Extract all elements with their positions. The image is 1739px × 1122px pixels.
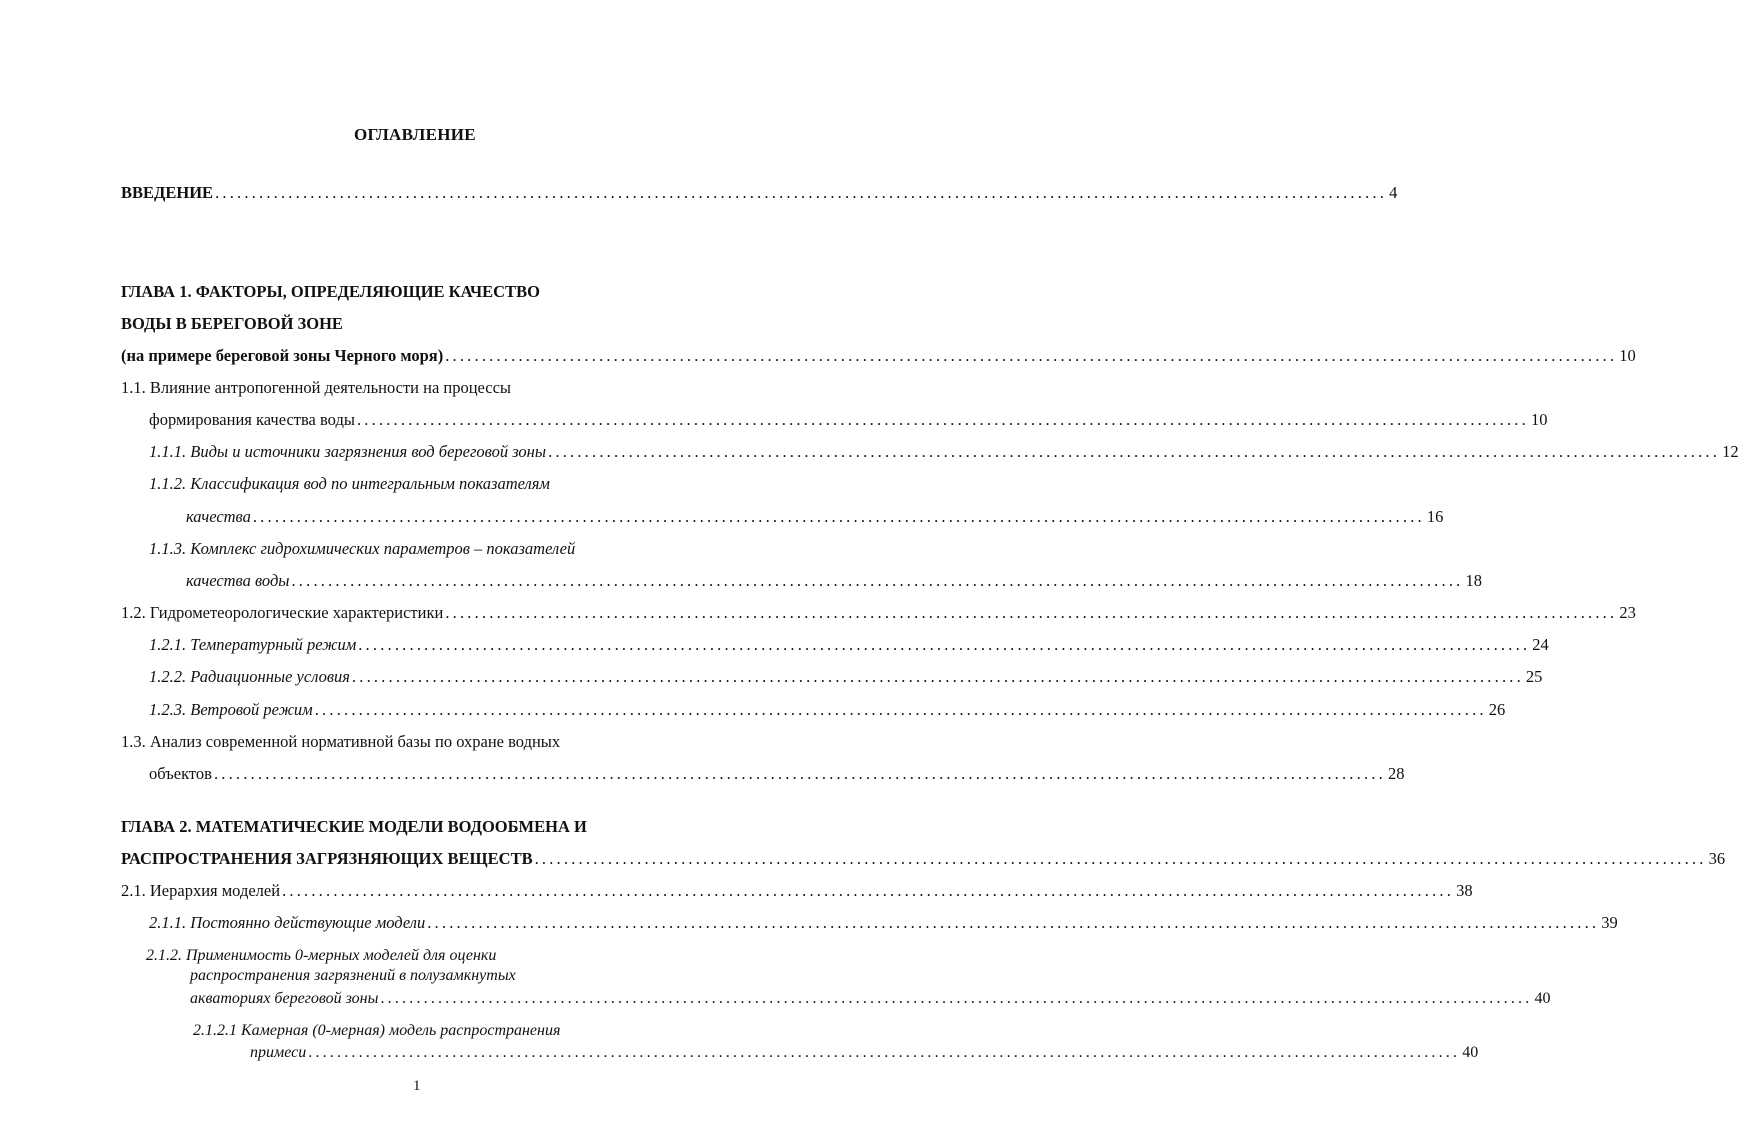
chapter-1-title-line2[interactable]: ВОДЫ В БЕРЕГОВОЙ ЗОНЕ: [121, 314, 343, 333]
leader-dots: ................................................................................................................................................................: [351, 667, 1524, 686]
toc-entry-title: качества: [186, 507, 251, 526]
toc-page-number: 28: [1387, 764, 1405, 783]
toc-entry-title: качества воды: [186, 571, 290, 590]
toc-entry-1-1-2[interactable]: [186, 507, 1444, 527]
toc-entry-chapter-1[interactable]: [121, 346, 1636, 366]
toc-page-number: 25: [1525, 667, 1543, 686]
toc-entry-title: ВВЕДЕНИЕ: [121, 183, 214, 202]
leader-dots: ................................................................................................................................................................: [427, 913, 1600, 932]
toc-entry-1-2-1[interactable]: [149, 635, 1549, 655]
toc-entry-title: 1.2.3. Ветровой режим: [149, 700, 313, 719]
toc-entry-2-1-1[interactable]: [149, 913, 1618, 933]
toc-entry-title: примеси: [250, 1044, 307, 1061]
section-2-1-2-1-title-line1[interactable]: 2.1.2.1 Камерная (0-мерная) модель распространения: [193, 1022, 561, 1039]
toc-entry-title: акваториях береговой зоны: [190, 990, 379, 1007]
chapter-1-title-line1[interactable]: ГЛАВА 1. ФАКТОРЫ, ОПРЕДЕЛЯЮЩИЕ КАЧЕСТВО: [121, 282, 540, 301]
leader-dots: ................................................................................................................................................................: [308, 1044, 1461, 1061]
toc-entry-2-1[interactable]: [121, 881, 1473, 901]
leader-dots: ................................................................................................................................................................: [252, 507, 1425, 526]
toc-page-number: 12: [1722, 442, 1739, 461]
toc-page-number: 38: [1456, 881, 1473, 900]
toc-page-number: 16: [1426, 507, 1444, 526]
leader-dots: ................................................................................................................................................................: [548, 442, 1721, 461]
section-1-1-3-title-line1[interactable]: 1.1.3. Комплекс гидрохимических параметров – показателей: [149, 539, 576, 558]
leader-dots: ................................................................................................................................................................: [445, 346, 1618, 365]
leader-dots: ................................................................................................................................................................: [445, 603, 1618, 622]
toc-entry-title: (на примере береговой зоны Черного моря): [121, 346, 444, 365]
toc-entry-1-2-3[interactable]: [149, 700, 1506, 720]
toc-page-number: 23: [1619, 603, 1636, 622]
leader-dots: ................................................................................................................................................................: [215, 183, 1388, 202]
leader-dots: ................................................................................................................................................................: [314, 700, 1487, 719]
section-1-3-title-line1[interactable]: 1.3. Анализ современной нормативной базы по охране водных: [121, 732, 561, 751]
toc-page-number: 40: [1462, 1044, 1479, 1061]
leader-dots: ................................................................................................................................................................: [291, 571, 1464, 590]
toc-page-number: 26: [1488, 700, 1506, 719]
toc-entry-title: 2.1.1. Постоянно действующие модели: [149, 913, 426, 932]
toc-entry-title: 1.2.1. Температурный режим: [149, 635, 357, 654]
section-2-1-2-title-line2[interactable]: распространения загрязнений в полузамкнутых: [190, 967, 516, 984]
toc-entry-title: 1.2. Гидрометеорологические характеристики: [121, 603, 444, 622]
toc-entry-title: формирования качества воды: [149, 410, 355, 429]
section-1-1-2-title-line1[interactable]: 1.1.2. Классификация вод по интегральным показателям: [149, 474, 550, 493]
toc-entry-title: 1.2.2. Радиационные условия: [149, 667, 350, 686]
leader-dots: ................................................................................................................................................................: [356, 410, 1529, 429]
toc-page-number: 10: [1530, 410, 1548, 429]
toc-page-number: 24: [1532, 635, 1549, 654]
toc-page-number: 36: [1708, 849, 1726, 868]
page-number: 1: [413, 1078, 421, 1094]
leader-dots: ................................................................................................................................................................: [282, 881, 1455, 900]
toc-entry-2-1-2[interactable]: [190, 989, 1551, 1008]
leader-dots: ................................................................................................................................................................: [213, 764, 1386, 783]
toc-entry-1-2[interactable]: [121, 603, 1636, 623]
toc-entry-chapter-2[interactable]: [121, 849, 1726, 869]
toc-entry-1-3[interactable]: [149, 764, 1405, 784]
toc-page-number: 39: [1601, 913, 1618, 932]
toc-entry-title: РАСПРОСТРАНЕНИЯ ЗАГРЯЗНЯЮЩИХ ВЕЩЕСТВ: [121, 849, 533, 868]
toc-page-number: 18: [1465, 571, 1482, 590]
toc-entry-1-1-1[interactable]: [149, 442, 1739, 462]
leader-dots: ................................................................................................................................................................: [534, 849, 1707, 868]
toc-entry-1-1[interactable]: [149, 410, 1548, 430]
toc-entry-title: объектов: [149, 764, 212, 783]
toc-entry-1-2-2[interactable]: [149, 667, 1543, 687]
toc-entry-title: 1.1.1. Виды и источники загрязнения вод береговой зоны: [149, 442, 547, 461]
toc-entry-intro[interactable]: [121, 183, 1398, 203]
toc-entry-title: 2.1. Иерархия моделей: [121, 881, 281, 900]
toc-page-number: 40: [1534, 990, 1551, 1007]
toc-page-number: 10: [1619, 346, 1636, 365]
toc-entry-1-1-3[interactable]: [186, 571, 1482, 591]
toc-heading: ОГЛАВЛЕНИЕ: [354, 125, 476, 144]
leader-dots: ................................................................................................................................................................: [358, 635, 1531, 654]
leader-dots: ................................................................................................................................................................: [380, 990, 1533, 1007]
section-1-1-title-line1[interactable]: 1.1. Влияние антропогенной деятельности на процессы: [121, 378, 512, 397]
toc-page-number: 4: [1389, 183, 1398, 202]
section-2-1-2-title-line1[interactable]: 2.1.2. Применимость 0-мерных моделей для оценки: [146, 947, 497, 964]
chapter-2-title-line1[interactable]: ГЛАВА 2. МАТЕМАТИЧЕСКИЕ МОДЕЛИ ВОДООБМЕНА И: [121, 817, 587, 836]
toc-entry-2-1-2-1[interactable]: [250, 1043, 1479, 1062]
